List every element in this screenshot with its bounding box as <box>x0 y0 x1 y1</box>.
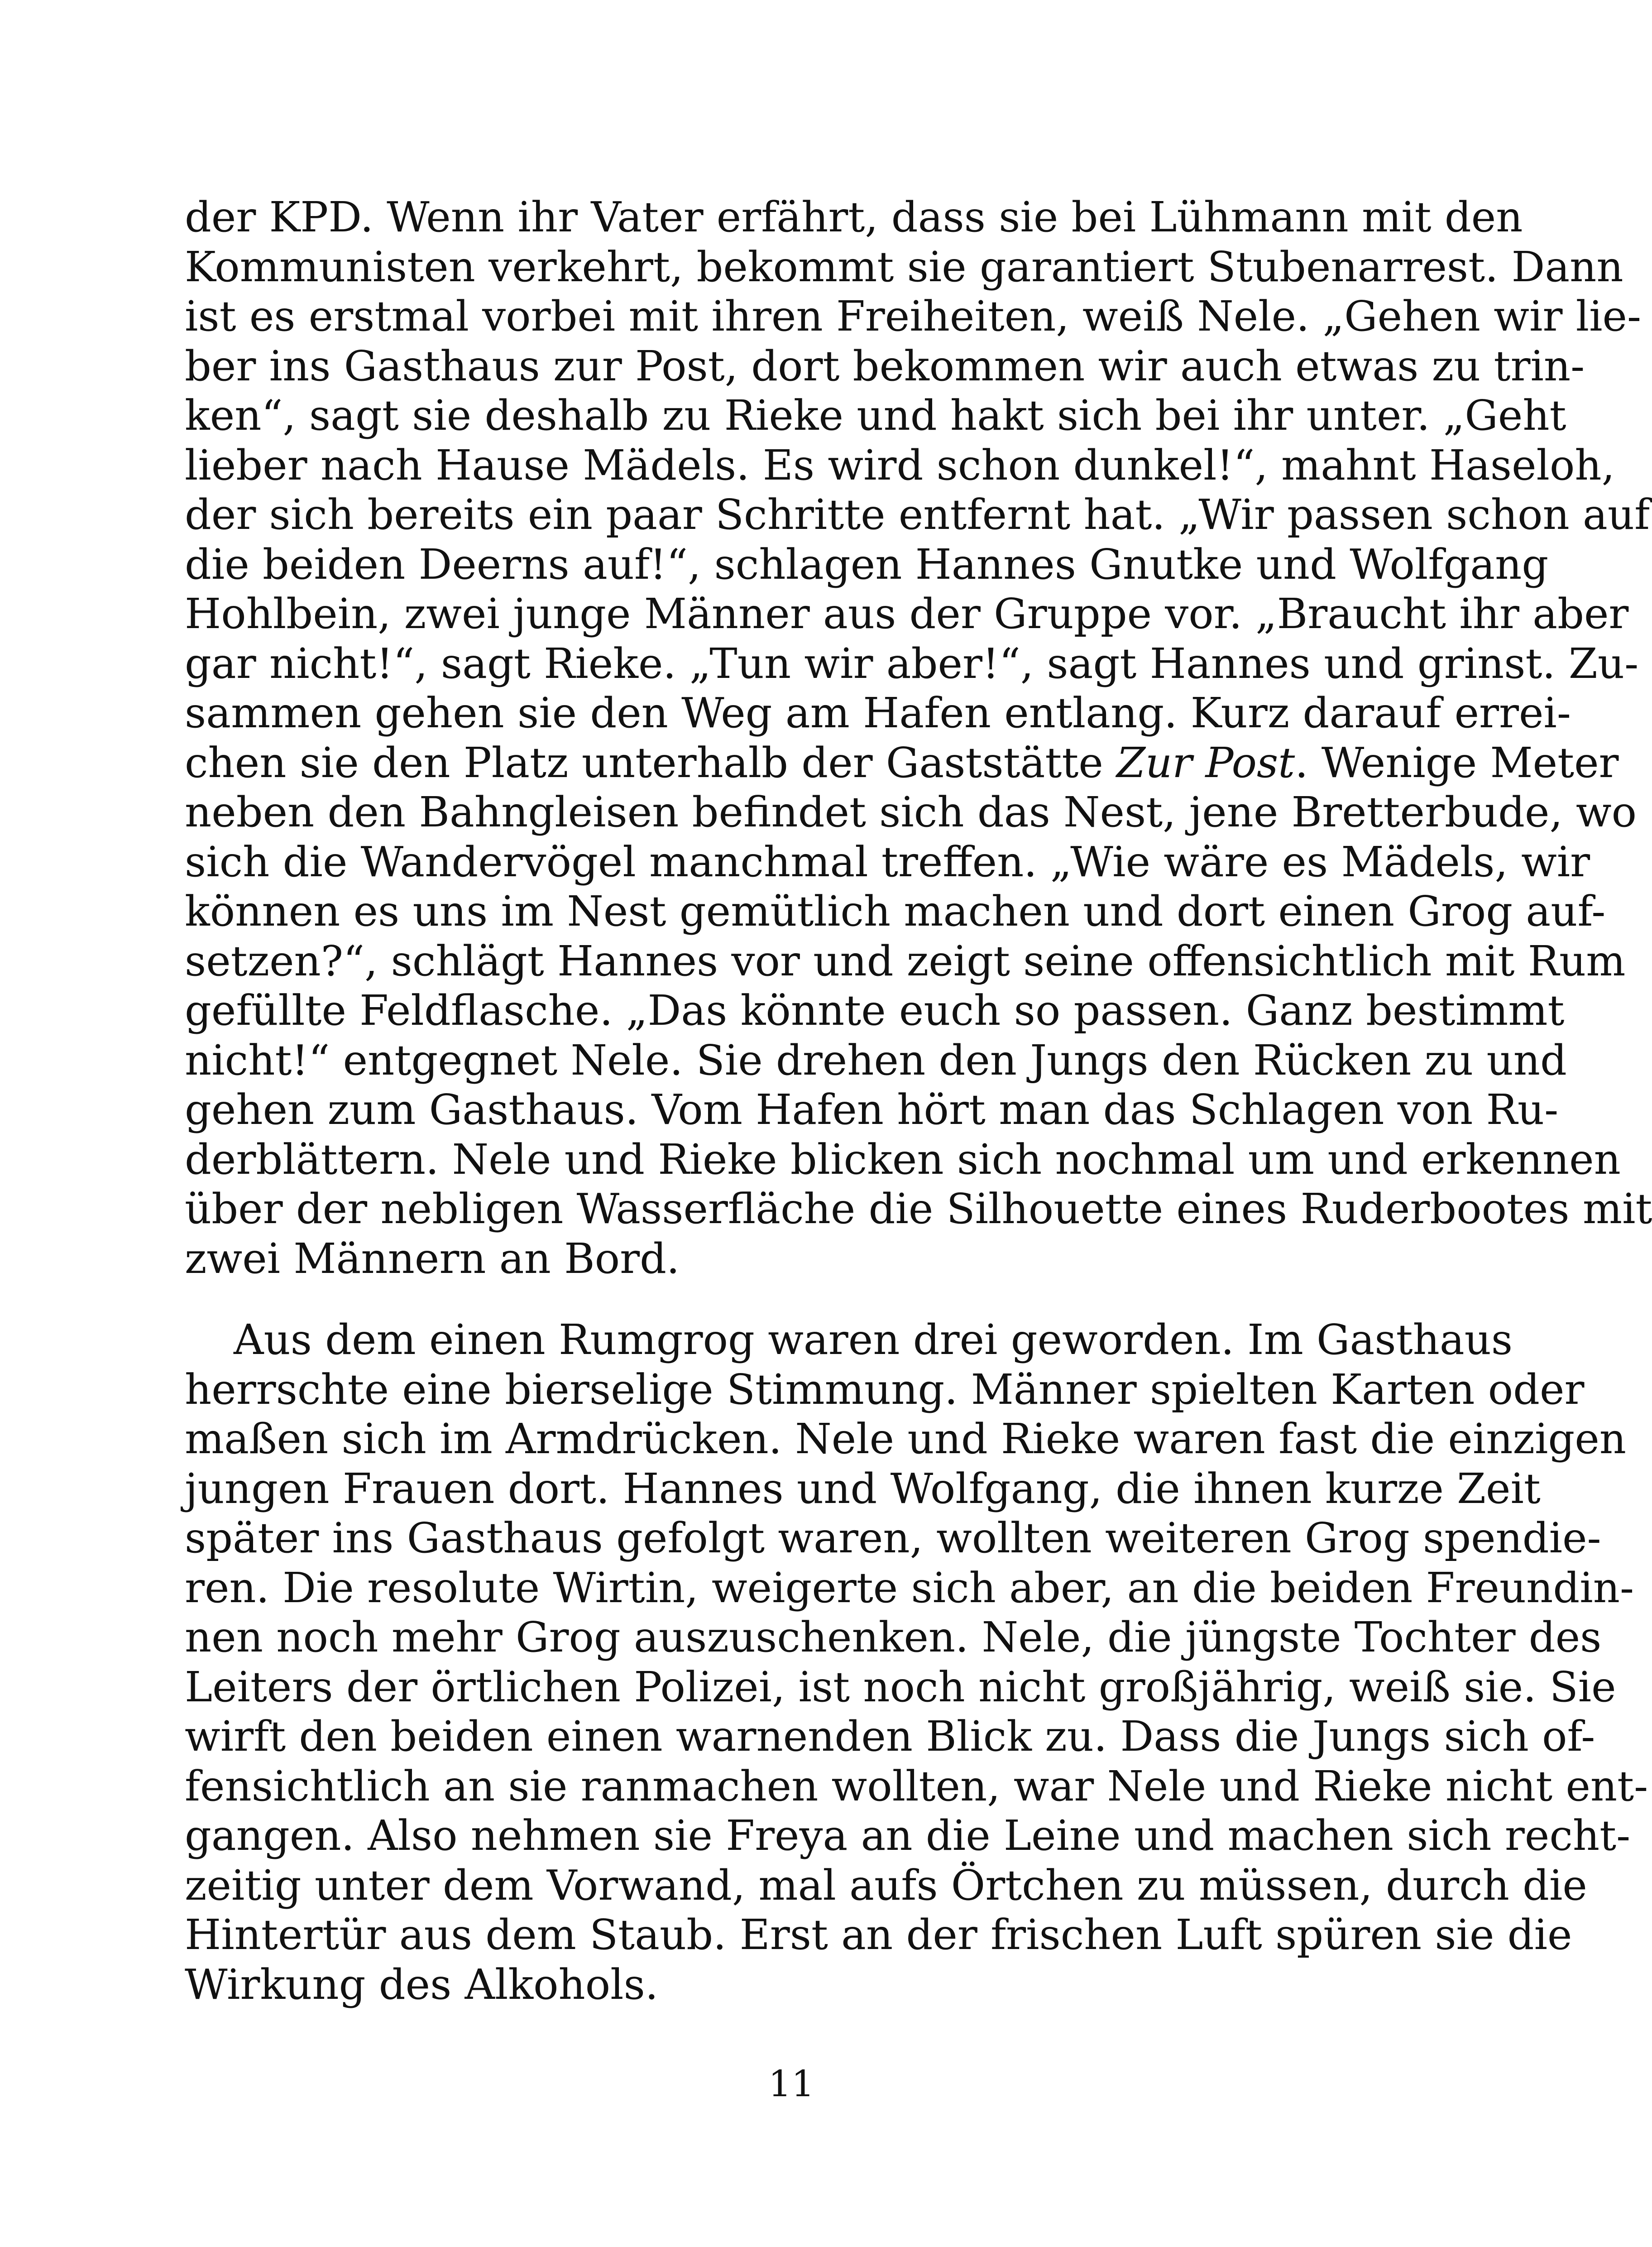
italic-place-name: Zur Post <box>1116 738 1295 787</box>
body-text <box>185 192 1652 2009</box>
text-line: maßen sich im Armdrücken. Nele und Rieke waren fast die einzigen <box>185 1415 1627 1463</box>
text-line: sich die Wandervögel manchmal treffen. „Wie wäre es Mädels, wir <box>185 837 1590 886</box>
text-line: zeitig unter dem Vorwand, mal aufs Örtchen zu müssen, durch die <box>185 1861 1587 1910</box>
text-line: zwei Männern an Bord. <box>185 1234 680 1283</box>
paragraph-1 <box>185 192 1652 1283</box>
text-line: jungen Frauen dort. Hannes und Wolfgang, die ihnen kurze Zeit <box>185 1464 1541 1513</box>
text-line: fensichtlich an sie ranmachen wollten, war Nele und Rieke nicht ent- <box>185 1762 1648 1810</box>
text-line: der KPD. Wenn ihr Vater erfährt, dass sie bei Lühmann mit den <box>185 193 1523 241</box>
text-line: nen noch mehr Grog auszuschenken. Nele, die jüngste Tochter des <box>185 1613 1602 1661</box>
text-line: Aus dem einen Rumgrog waren drei geworden. Im Gasthaus <box>234 1316 1513 1364</box>
text-line: der sich bereits ein paar Schritte entfernt hat. „Wir passen schon auf <box>185 490 1650 539</box>
paragraph-spacer <box>185 1283 1407 1315</box>
text-line: später ins Gasthaus gefolgt waren, wollten weiteren Grog spendie- <box>185 1514 1601 1562</box>
page-number: 11 <box>768 2063 814 2105</box>
text-segment: chen sie den Platz unterhalb der Gaststätte <box>185 738 1103 787</box>
text-line: sammen gehen sie den Weg am Hafen entlang. Kurz darauf errei- <box>185 689 1571 737</box>
text-line: neben den Bahngleisen befindet sich das Nest, jene Bretterbude, wo <box>185 788 1637 836</box>
text-line: gangen. Also nehmen sie Freya an die Leine und machen sich recht- <box>185 1811 1631 1860</box>
text-line: ken“, sagt sie deshalb zu Rieke und hakt sich bei ihr unter. „Geht <box>185 391 1566 440</box>
text-line: herrschte eine bierselige Stimmung. Männer spielten Karten oder <box>185 1365 1585 1414</box>
text-line-with-italic <box>185 738 1619 788</box>
text-line: lieber nach Hause Mädels. Es wird schon dunkel!“, mahnt Haseloh, <box>185 441 1615 490</box>
text-line: ist es erstmal vorbei mit ihren Freiheiten, weiß Nele. „Gehen wir lie- <box>185 292 1642 341</box>
text-segment: . Wenige Meter <box>1295 738 1619 787</box>
text-line: derblättern. Nele und Rieke blicken sich nochmal um und erkennen <box>185 1135 1621 1184</box>
text-line: gehen zum Gasthaus. Vom Hafen hört man das Schlagen von Ru- <box>185 1085 1559 1134</box>
text-line: Hohlbein, zwei junge Männer aus der Gruppe vor. „Braucht ihr aber <box>185 590 1629 638</box>
text-line: wirft den beiden einen warnenden Blick zu. Dass die Jungs sich of- <box>185 1712 1595 1761</box>
text-line: gar nicht!“, sagt Rieke. „Tun wir aber!“, sagt Hannes und grinst. Zu- <box>185 639 1639 688</box>
text-line: gefüllte Feldflasche. „Das könnte euch so passen. Ganz bestimmt <box>185 986 1565 1035</box>
text-line: ren. Die resolute Wirtin, weigerte sich aber, an die beiden Freundin- <box>185 1563 1634 1612</box>
text-line: setzen?“, schlägt Hannes vor und zeigt seine offensichtlich mit Rum <box>185 936 1626 985</box>
text-line: Wirkung des Alkohols. <box>185 1960 659 2009</box>
text-line: können es uns im Nest gemütlich machen und dort einen Grog auf- <box>185 887 1606 936</box>
text-line: Leiters der örtlichen Polizei, ist noch nicht großjährig, weiß sie. Sie <box>185 1662 1616 1711</box>
text-line: Hintertür aus dem Staub. Erst an der frischen Luft spüren sie die <box>185 1911 1572 1959</box>
text-line: Kommunisten verkehrt, bekommt sie garantiert Stubenarrest. Dann <box>185 242 1623 291</box>
text-line: ber ins Gasthaus zur Post, dort bekommen wir auch etwas zu trin- <box>185 341 1585 390</box>
text-line: über der nebligen Wasserfläche die Silhouette eines Ruderbootes mit <box>185 1185 1652 1233</box>
paragraph-2 <box>185 1315 1648 2009</box>
text-line: nicht!“ entgegnet Nele. Sie drehen den Jungs den Rücken zu und <box>185 1036 1567 1085</box>
text-line: die beiden Deerns auf!“, schlagen Hannes Gnutke und Wolfgang <box>185 540 1549 589</box>
